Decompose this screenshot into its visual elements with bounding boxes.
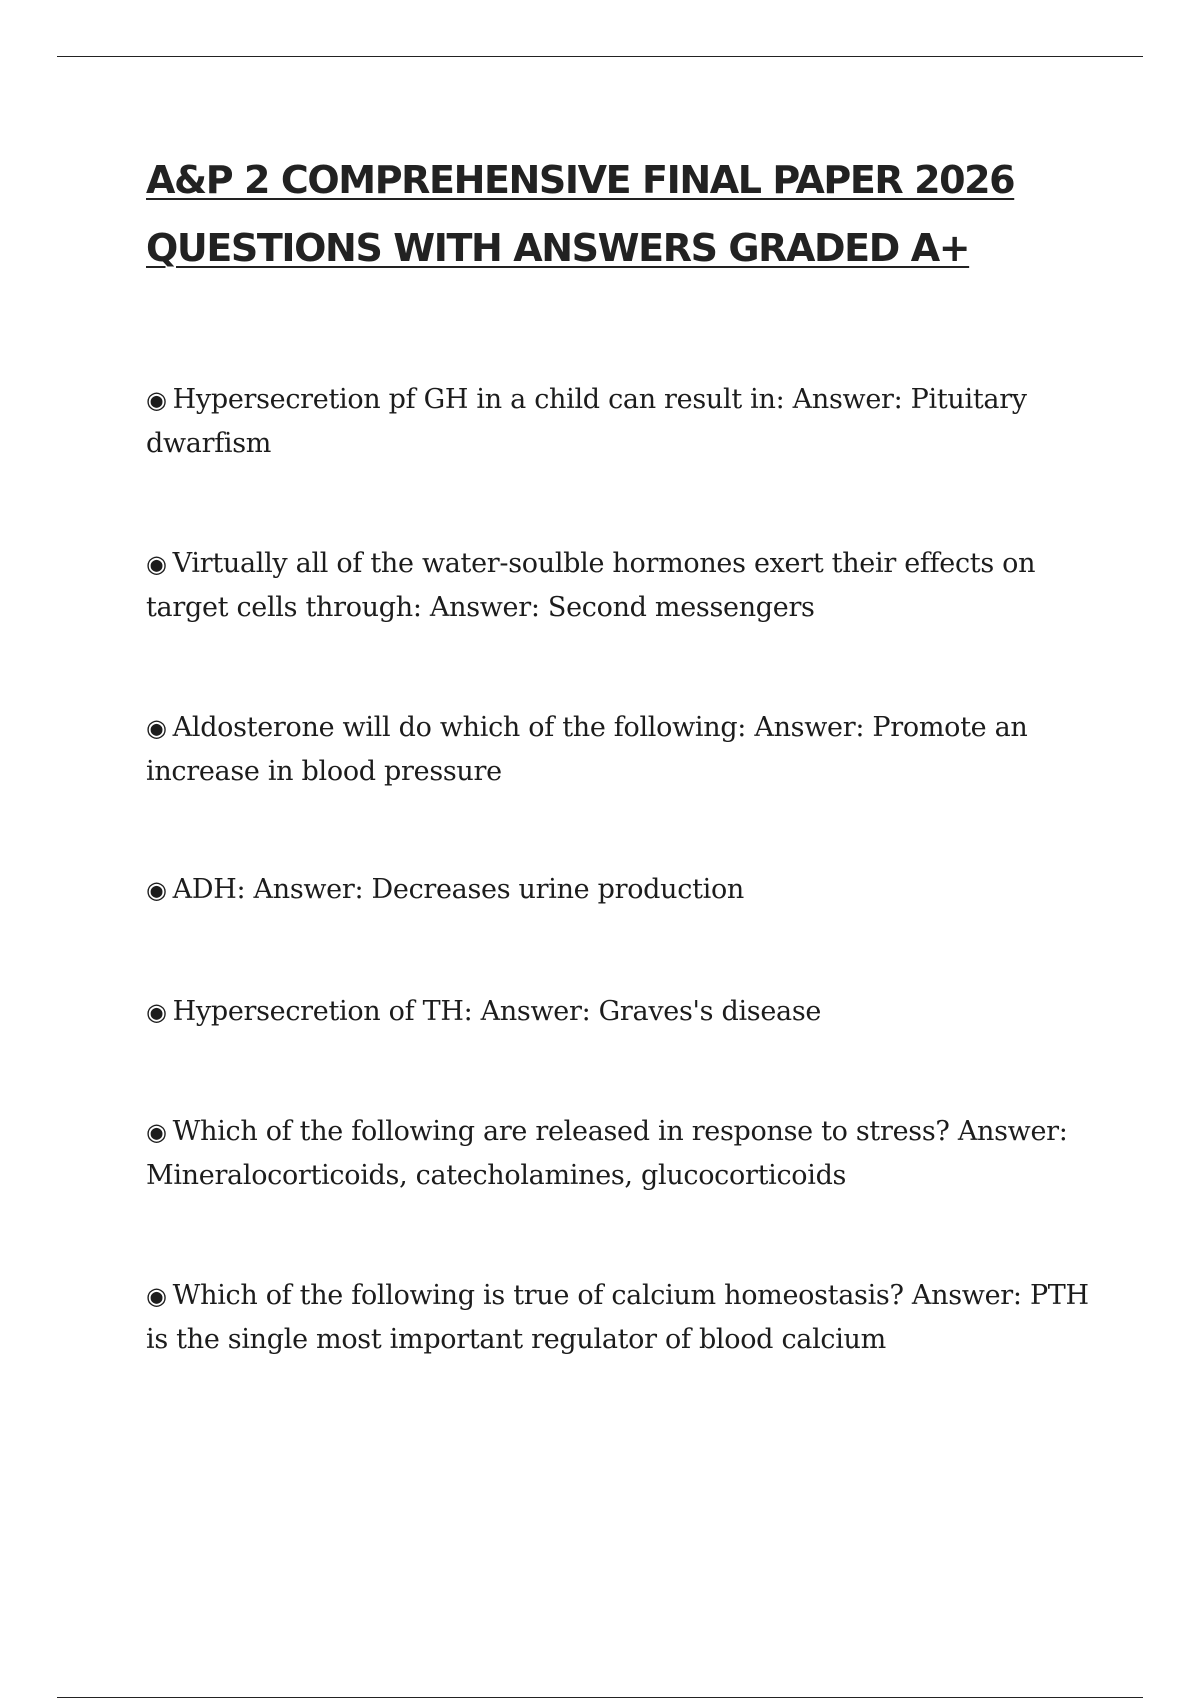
document-title bbox=[146, 146, 1106, 282]
qa-text: Aldosterone will do which of the following: Answer: Promote an increase in blood pressure bbox=[146, 712, 1028, 787]
qa-item bbox=[146, 706, 1106, 794]
qa-item bbox=[146, 990, 1106, 1034]
qa-item bbox=[146, 868, 1106, 912]
qa-text: ADH: Answer: Decreases urine production bbox=[172, 874, 745, 905]
qa-item bbox=[146, 1110, 1106, 1198]
qa-text: Which of the following are released in response to stress? Answer: Mineralocorticoids, catecholamines, glucocorticoids bbox=[146, 1116, 1068, 1191]
qa-item bbox=[146, 1274, 1106, 1362]
qa-item bbox=[146, 542, 1106, 630]
bullet-icon: ◉ bbox=[146, 1282, 167, 1310]
bullet-icon: ◉ bbox=[146, 876, 167, 904]
qa-text: Hypersecretion of TH: Answer: Graves's disease bbox=[172, 996, 822, 1027]
qa-item bbox=[146, 378, 1106, 466]
qa-text: Which of the following is true of calcium homeostasis? Answer: PTH is the single most important regulator of blood calcium bbox=[146, 1280, 1089, 1355]
qa-text: Hypersecretion pf GH in a child can result in: Answer: Pituitary dwarfism bbox=[146, 384, 1027, 459]
bullet-icon: ◉ bbox=[146, 550, 167, 578]
bullet-icon: ◉ bbox=[146, 714, 167, 742]
bottom-divider bbox=[57, 1697, 1143, 1698]
bullet-icon: ◉ bbox=[146, 1118, 167, 1146]
bullet-icon: ◉ bbox=[146, 386, 167, 414]
bullet-icon: ◉ bbox=[146, 998, 167, 1026]
top-divider bbox=[57, 56, 1143, 57]
qa-text: Virtually all of the water-soulble hormones exert their effects on target cells through: Answer: Second messengers bbox=[146, 548, 1036, 623]
title-line-2: QUESTIONS WITH ANSWERS GRADED A+ bbox=[146, 226, 970, 270]
title-line-1: A&P 2 COMPREHENSIVE FINAL PAPER 2026 bbox=[146, 158, 1015, 202]
